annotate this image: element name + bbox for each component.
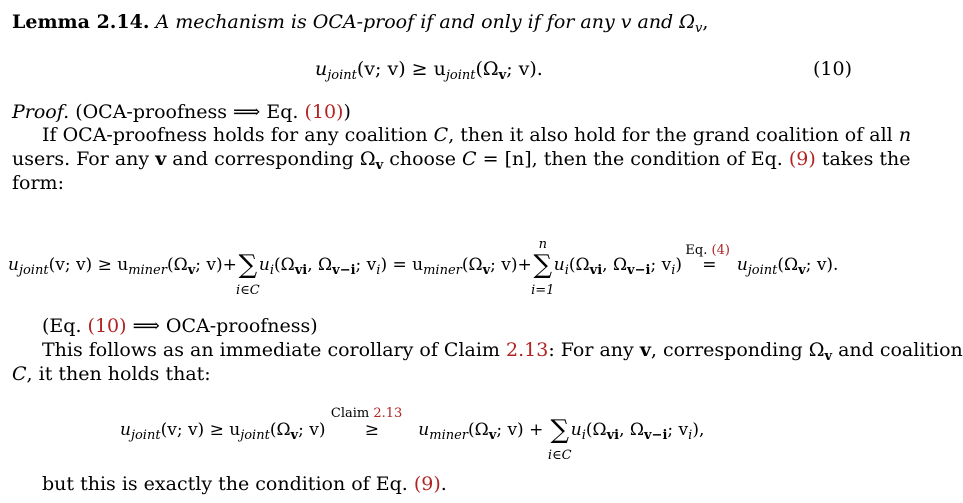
proof-direction-2: (Eq. (10) ⟹ OCA-proofness) [42, 315, 318, 337]
eq-link-9b[interactable]: (9) [413, 473, 441, 495]
paragraph-1-line-2: users. For any v and corresponding $\Omega_v$ choose C = [n], then the condition of Eq. (9) takes the [12, 148, 911, 173]
eq-4-equals: Eq. (4) = [685, 243, 730, 275]
equation-oca-grand-coalition: $u_{joint}(v$; $v) \ge u_{miner}(\Omega_v$; v)+∑ i∈C $u_i(\Omega_{vi}$, $\Omega_{v-i}$; $v_i) = u_{miner}(\Omega_v$; v)+ n ∑ i=1 $u_i(\Omega_{vi}$, $\Omega_{v-i}$; $v_i$) Eq. (4) = $u_{joint}(\Omega_v$; v). [8, 237, 839, 298]
sum-symbol-1: ∑ i∈C [236, 250, 260, 298]
proof-heading: Proof. [12, 101, 70, 123]
equation-10: $u_{joint}(v$; $v) \ge u_{joint}(\Omega_v$; v). [315, 58, 543, 83]
eq-link-9[interactable]: (9) [788, 148, 816, 170]
equation-claim-corollary: $u_{joint}(v$; $v) \ge u_{joint}(\Omega_v$; v) Claim 2.13 ≥ $u_{miner}(\Omega_v$; v) + ∑ i∈C $u_i(\Omega_{vi}$, $\Omega_{v-i}$; $v_i$), [120, 406, 705, 463]
claim-ge-sign: Claim 2.13 ≥ [330, 406, 403, 440]
paragraph-1-line-3: form: [12, 172, 64, 194]
eq-link-10b[interactable]: (10) [87, 315, 127, 337]
eq-link-10[interactable]: (10) [304, 101, 344, 123]
lemma-label: Lemma 2.14. [12, 11, 150, 33]
eq-link-4[interactable]: (4) [711, 243, 730, 258]
claim-link-2-13[interactable]: 2.13 [506, 339, 549, 361]
lemma-text: A mechanism is OCA-proof if and only if for any v and Ω [155, 11, 696, 33]
closing-line: but this is exactly the condition of Eq. (9). [42, 473, 447, 495]
lemma-statement: Lemma 2.14. A mechanism is OCA-proof if and only if for any v and $\Omega_v$, [12, 11, 709, 36]
paragraph-2-line-1: This follows as an immediate corollary of Claim 2.13: For any v, corresponding $\Omega_v$ and coalition [42, 339, 963, 364]
paragraph-1-line-1: If OCA-proofness holds for any coalition C, then it also hold for the grand coalition of all n [42, 124, 912, 146]
proof-direction-1: Proof. (OCA-proofness ⟹ Eq. (10)) [12, 101, 351, 123]
sum-symbol-2: n ∑ i=1 [531, 237, 555, 298]
equation-number-10: (10) [812, 58, 852, 80]
paragraph-2-line-2: C, it then holds that: [12, 363, 211, 385]
claim-link-2-13b[interactable]: 2.13 [373, 406, 403, 421]
sum-symbol-3: ∑ i∈C [547, 415, 572, 463]
